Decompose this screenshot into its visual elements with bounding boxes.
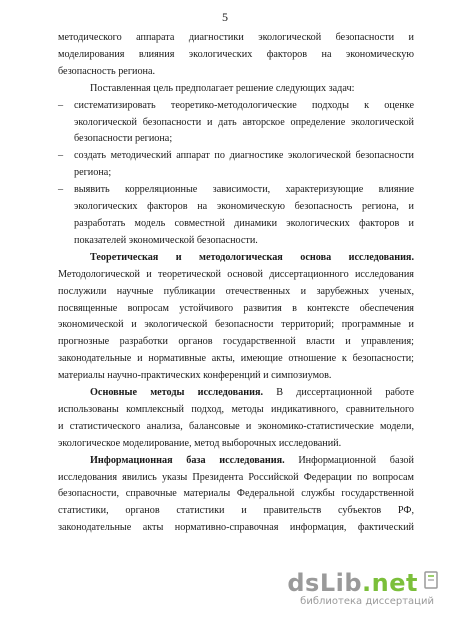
heading-text: Теоретическая и методологическая основа исследования. <box>90 251 414 263</box>
text-line: показателей экономической безопасности. <box>74 234 258 246</box>
text-line: использованы комплексный подход, методы индикативного, сравнительного <box>58 403 414 415</box>
text-line: систематизировать теоретико-методологические подходы к оценке <box>74 99 414 111</box>
watermark-logo: dsLib.net <box>287 569 418 597</box>
text-line: и статистического анализа, балансовые и экономико-статистические модели, <box>58 420 414 432</box>
watermark-subtitle: библиотека диссертаций <box>300 596 434 607</box>
text-line: моделирования влияния экологических факторов на экономическую <box>58 48 414 60</box>
text-line: безопасности, справочные материалы Федеральной службы государственной <box>58 488 414 500</box>
text-line: экологической безопасности и дать авторское определение экологической <box>74 116 414 128</box>
task-list <box>58 98 414 250</box>
list-item <box>58 98 414 115</box>
text-line: разработать модель совместной динамики экологических факторов и <box>74 217 414 229</box>
text-line: безопасность региона. <box>58 65 156 77</box>
bullet-dash: – <box>58 99 64 111</box>
text-line: прогнозные разработки органов государственной власти и управления; <box>58 336 414 348</box>
text-line: законодательные акты нормативно-справочная информация, фактический <box>58 522 414 534</box>
text-line: региона; <box>74 167 112 179</box>
watermark <box>287 569 440 611</box>
book-icon <box>424 571 438 589</box>
text-line: материалы научно-практических конференций и симпозиумов. <box>58 370 332 382</box>
list-item <box>58 182 414 199</box>
heading-text: Основные методы исследования. <box>90 387 264 399</box>
text-line: безопасности региона; <box>74 133 173 145</box>
section-heading <box>58 385 414 402</box>
section-heading <box>58 250 414 267</box>
text-line: Методологической и теоретической основой диссертационного исследования <box>58 268 414 280</box>
text-line: исследования явились указы Президента Российской Федерации по вопросам <box>58 471 414 483</box>
text-line: В диссертационной работе <box>263 387 414 399</box>
text-line: экологических факторов на экономическую безопасность региона, и <box>74 201 414 213</box>
text-line: посвященные вопросам устойчивого развития в контексте обеспечения <box>58 302 414 314</box>
text-line: выявить корреляционные зависимости, характеризующие влияние <box>74 184 414 196</box>
section-heading <box>58 453 414 470</box>
page-number: 5 <box>222 10 228 24</box>
text-line: Информационной базой <box>284 454 414 466</box>
text-line: законодательные и нормативные акты, имеющие отношение к безопасности; <box>58 353 414 365</box>
text-line: послужили научные публикации отечественных и зарубежных ученых, <box>58 285 414 297</box>
document-body <box>58 30 414 537</box>
list-item <box>58 148 414 165</box>
bullet-dash: – <box>58 150 64 162</box>
text-line: экологическое моделирование, метод выборочных исследований. <box>58 437 342 449</box>
bullet-dash: – <box>58 184 64 196</box>
text-line: Поставленная цель предполагает решение следующих задач: <box>90 82 355 94</box>
text-line: статистики, органов статистики и правительств субъектов РФ, <box>58 505 414 517</box>
text-line: экономической и экологической безопасности территорий; программные и <box>58 319 414 331</box>
text-line: создать методический аппарат по диагностике экологической безопасности <box>74 150 414 162</box>
heading-text: Информационная база исследования. <box>90 454 285 466</box>
text-line: методического аппарата диагностики экологической безопасности и <box>58 32 414 43</box>
